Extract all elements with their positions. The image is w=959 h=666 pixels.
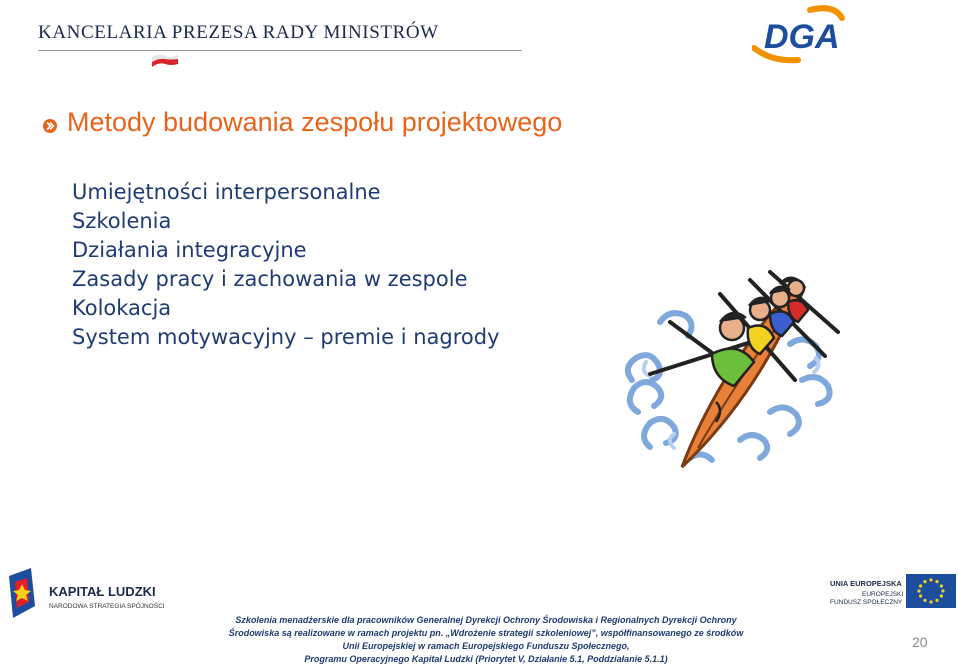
eu-logo-line3: FUNDUSZ SPOŁECZNY <box>830 599 903 606</box>
footer-line: Środowiska są realizowane w ramach projektu pn. „Wdrożenie strategii szkoleniowej”, współfinansowanego ze środków <box>228 628 744 638</box>
list-item: Szkolenia <box>72 209 172 233</box>
kapital-ludzki-name: KAPITAŁ LUDZKI <box>49 584 156 599</box>
eu-logo <box>826 572 959 612</box>
dga-logo-text: DGA <box>764 18 840 56</box>
eu-logo-line2: EUROPEJSKI <box>862 591 904 598</box>
eu-logo-line1: UNIA EUROPEJSKA <box>830 579 902 588</box>
footer-line: Programu Operacyjnego Kapitał Ludzki (Priorytet V, Działanie 5.1, Poddziałanie 5.1.1) <box>304 654 668 664</box>
page-number: 20 <box>912 634 928 650</box>
list-item: Działania integracyjne <box>72 238 307 262</box>
dga-logo <box>752 4 852 64</box>
chevron-bullet-icon <box>42 118 58 134</box>
list-item: Kolokacja <box>72 296 172 320</box>
kapital-ludzki-subtitle: NARODOWA STRATEGIA SPÓJNOŚCI <box>49 603 165 610</box>
list-item: Zasady pracy i zachowania w zespole <box>72 267 468 291</box>
list-item: Umiejętności interpersonalne <box>72 180 381 204</box>
polish-flag-icon <box>150 51 180 67</box>
rowing-team-illustration <box>620 262 855 487</box>
list-item: System motywacyjny – premie i nagrody <box>72 325 500 349</box>
header-org-title: KANCELARIA PREZESA RADY MINISTRÓW <box>38 22 439 43</box>
slide-title: Metody budowania zespołu projektowego <box>67 107 563 137</box>
topic-list <box>72 178 500 352</box>
footer-line: Unii Europejskiej w ramach Europejskiego Funduszu Społecznego, <box>342 641 630 651</box>
footer-funding-note <box>210 614 762 666</box>
kapital-ludzki-logo <box>5 566 180 624</box>
header-divider <box>38 50 522 51</box>
footer-line: Szkolenia menadżerskie dla pracowników Generalnej Dyrekcji Ochrony Środowiska i Regionalnych Dyrekcji Ochrony <box>235 615 737 625</box>
